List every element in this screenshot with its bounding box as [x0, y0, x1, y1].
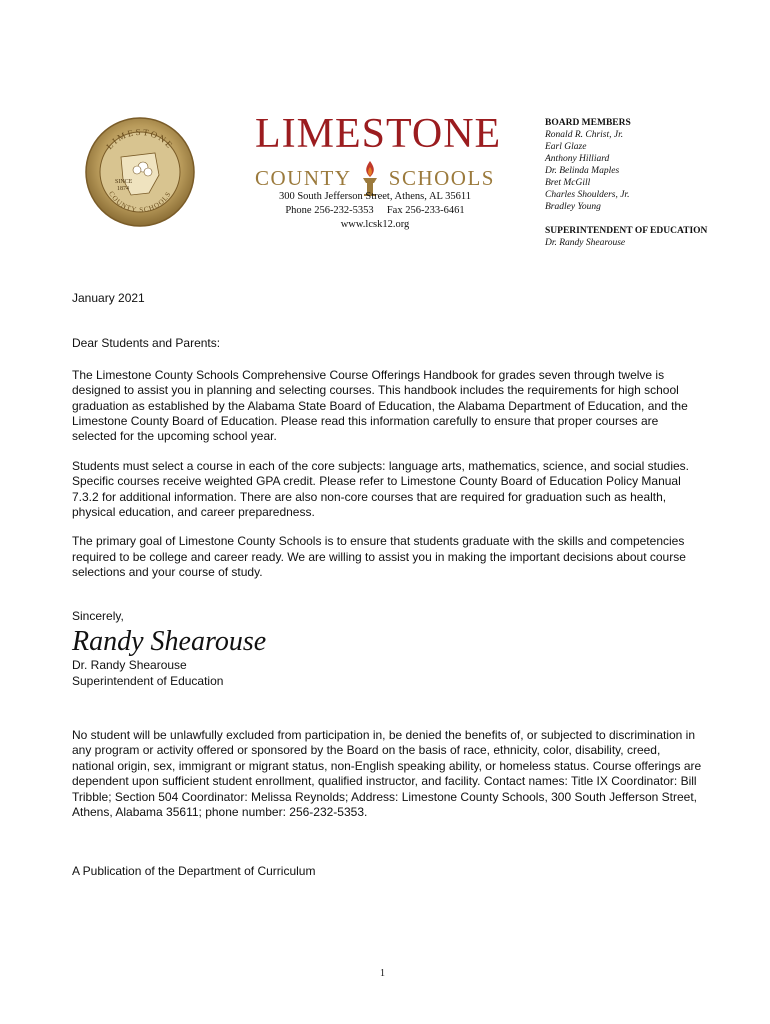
board-member: Ronald R. Christ, Jr. — [545, 130, 624, 140]
phone-number: Phone 256-232-5353 — [285, 205, 374, 216]
seal-text-top: LIMESTONE — [104, 126, 176, 152]
letter-body — [72, 291, 702, 689]
board-member: Anthony Hilliard — [545, 154, 610, 164]
superintendent-heading: SUPERINTENDENT OF EDUCATION — [545, 226, 708, 236]
street-address: 300 South Jefferson Street, Athens, AL 35611 — [278, 191, 472, 202]
wordmark-schools: SCHOOLS — [388, 165, 495, 190]
signer-title: Superintendent of Education — [72, 673, 224, 688]
signer-name: Dr. Randy Shearouse — [72, 658, 187, 673]
letterhead-wordmark — [255, 111, 502, 197]
wordmark-county: COUNTY — [255, 165, 352, 190]
nondiscrimination-notice: No student will be unlawfully excluded from participation in, be denied the benefits of, or subjected to discrimination in any program or activity offered or sponsored by the Board on the basis of race, ethnicity, color, disability, creed, national origin, sex, immigrant or migrant status, non-English speaking ability, or homeless status. Course offerings are dependent upon sufficient student enrollment, qualified instructor, and facility. Contact names: Title IX Coordinator: Bill Tribble; Section 504 Coordinator: Melissa Reynolds; Address: Limestone County Schools, 300 South Jefferson Street, Athens, Alabama 35611; phone number: 256-232-5353. — [72, 728, 702, 820]
seal-text-bottom: COUNTY SCHOOLS — [107, 189, 173, 215]
publication-line: A Publication of the Department of Curriculum — [72, 864, 316, 878]
school-seal-logo — [85, 117, 195, 227]
board-member: Dr. Belinda Maples — [545, 166, 620, 176]
website-link[interactable]: www.lcsk12.org — [340, 219, 410, 230]
superintendent-name: Dr. Randy Shearouse — [545, 238, 626, 248]
letter-date: January 2021 — [72, 291, 145, 305]
page-number: 1 — [380, 968, 385, 979]
board-heading: BOARD MEMBERS — [545, 118, 631, 128]
closing: Sincerely, — [72, 608, 124, 623]
seal-year: 1874 — [117, 186, 129, 192]
letterhead-address-block — [255, 190, 495, 232]
salutation: Dear Students and Parents: — [72, 336, 221, 351]
fax-number: Fax 256-233-6461 — [386, 205, 465, 216]
board-member: Bret McGill — [545, 178, 591, 188]
signature: Randy Shearouse — [72, 626, 267, 658]
wordmark-limestone: LIMESTONE — [255, 111, 502, 157]
board-member: Charles Shoulders, Jr. — [545, 190, 630, 200]
board-member: Bradley Young — [545, 202, 601, 212]
paragraph: The primary goal of Limestone County Schools is to ensure that students graduate with the skills and competencies required to be college and career ready. We are willing to assist you in making the important decisions about course selections and your course of study. — [72, 534, 686, 580]
seal-since: SINCE — [115, 179, 133, 185]
board-member: Earl Glaze — [545, 142, 587, 152]
paragraph: The Limestone County Schools Comprehensive Course Offerings Handbook for grades seven through twelve is designed to assist you in planning and selecting courses. This handbook includes the requirements for high school graduation as established by the Alabama State Board of Education, the Alabama Department of Education, and the Limestone County Board of Education. Please read this information carefully to ensure that proper courses are selected for the upcoming school year. — [72, 367, 688, 444]
board-members-panel — [545, 117, 745, 213]
paragraph: Students must select a course in each of the core subjects: language arts, mathematics, science, and social studies. Specific courses receive weighted GPA credit. Please refer to Limestone County Board of Education Policy Manual 7.3.2 for additional information. There are also non-core courses that are required for graduation such as health, physical education, and career preparedness. — [72, 458, 689, 520]
